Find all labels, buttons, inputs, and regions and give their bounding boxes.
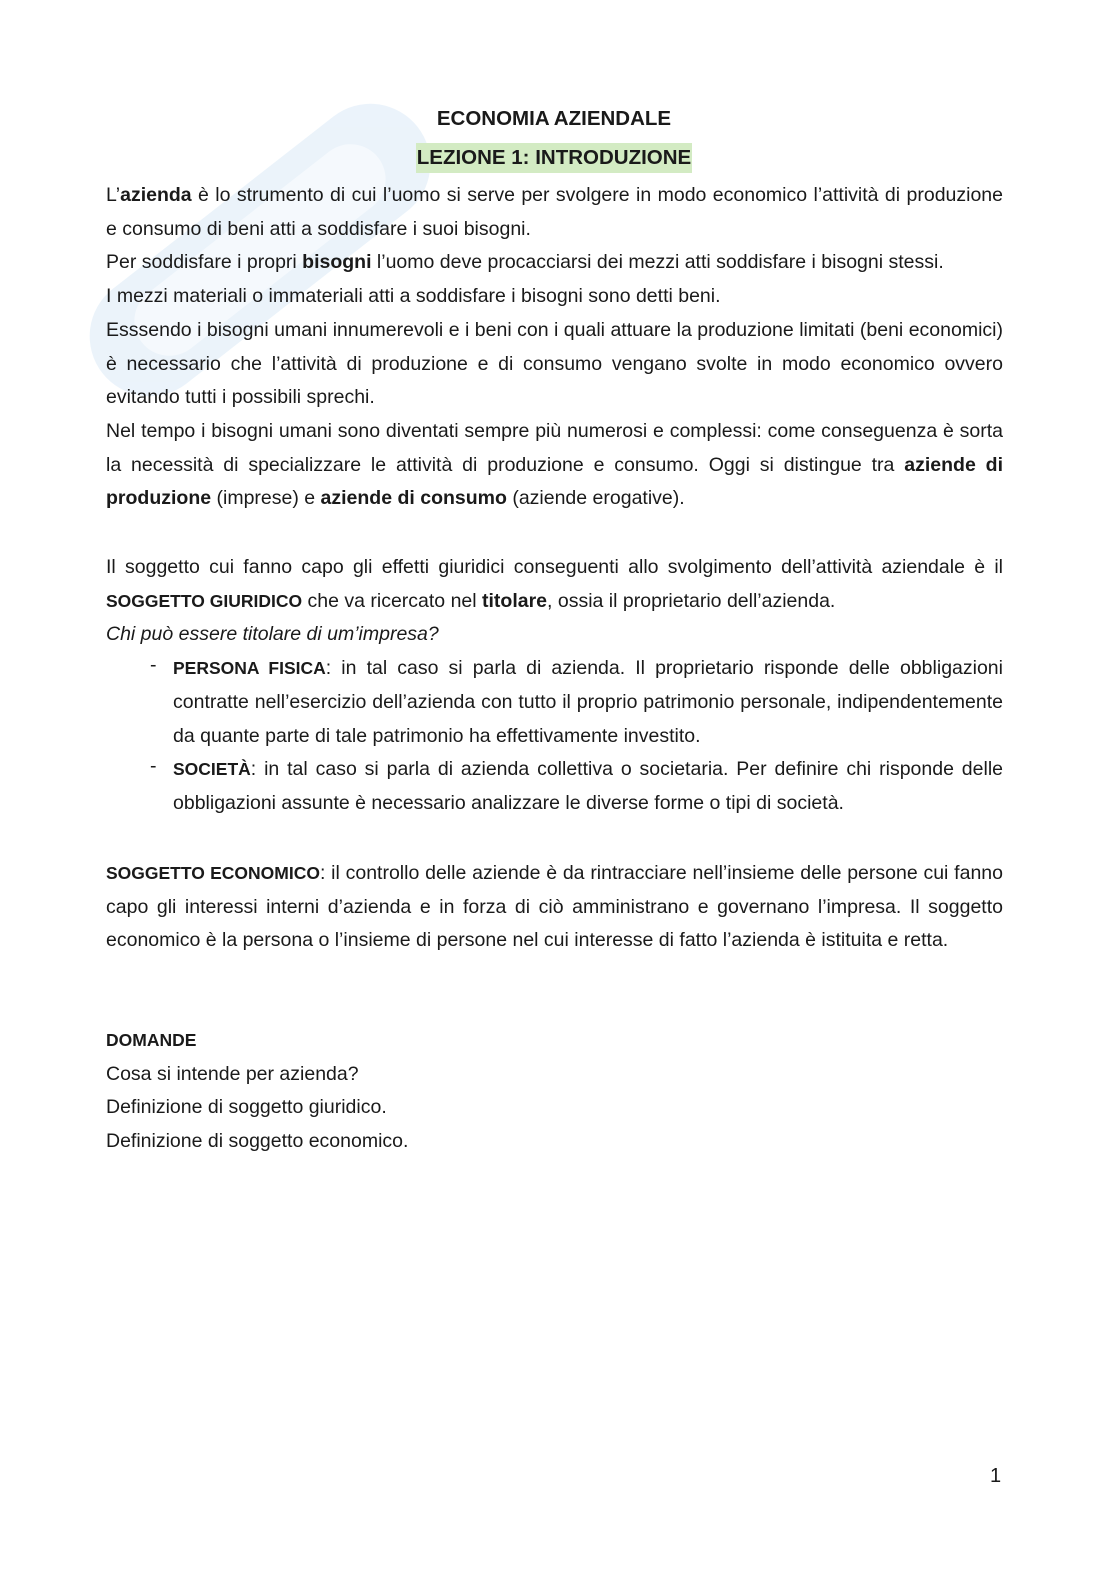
titolare-question: Chi può essere titolare di um’impresa? [106, 623, 439, 646]
intro-paragraph-1: L’azienda è lo strumento di cui l’uomo si serve per svolgere in modo economico l’attività di produzione e consumo di beni atti a soddisfare i suoi bisogni. [106, 184, 1003, 240]
intro-section [106, 179, 1003, 516]
giuridico-section [106, 551, 1003, 821]
bullet-dash: - [150, 755, 157, 778]
domanda-item: Definizione di soggetto giuridico. [106, 1096, 387, 1119]
intro-paragraph-4: Esssendo i bisogni umani innumerevoli e i beni con i quali attuare la produzione limitati (beni economici) è necessario che l’attività di produzione e di consumo vengano svolte in modo economico ovvero evitando tutti i possibili sprechi. [106, 318, 1003, 409]
term-aziende-produzione: aziende di produzione [106, 453, 1003, 510]
intro-paragraph-2: Per soddisfare i propri bisogni l’uomo deve procacciarsi dei mezzi atti soddisfare i bisogni stessi. [106, 251, 944, 274]
term-azienda: azienda [120, 184, 192, 206]
page-number: 1 [990, 1465, 1002, 1487]
lesson-title [0, 146, 1108, 170]
term-titolare: titolare [482, 589, 548, 612]
term-soggetto-giuridico: SOGGETTO GIURIDICO [106, 590, 303, 611]
giuridico-paragraph: Il soggetto cui fanno capo gli effetti giuridici conseguenti allo svolgimento dell’attività aziendale è il SOGGETTO GIURIDICO che va ricercato nel titolare, ossia il proprietario dell’azienda. [106, 556, 1003, 612]
term-bisogni: bisogni [302, 251, 372, 274]
bullet-dash: - [150, 654, 157, 677]
document-title: ECONOMIA AZIENDALE [436, 107, 672, 130]
term-societa: SOCIETÀ [173, 759, 251, 780]
intro-paragraph-3: I mezzi materiali o immateriali atti a soddisfare i bisogni sono detti beni. [106, 285, 721, 308]
term-soggetto-economico: SOGGETTO ECONOMICO [106, 863, 320, 883]
bullet-persona-fisica: - PERSONA FISICA: in tal caso si parla di azienda. Il proprietario risponde delle obbligazioni contratte nell’esercizio dell’azienda con tutto il proprio patrimonio personale, indipendentemente da quante parte di tale patrimonio ha effettivamente investito. [106, 652, 1003, 753]
economico-paragraph: SOGGETTO ECONOMICO: il controllo delle aziende è da rintracciare nell’insieme delle persone cui fanno capo gli interessi interni d’azienda e in forza di ciò amministrano e governano l’impresa. Il soggetto economico è la persona o l’insieme di persone nel cui interesse di fatto l’azienda è istituita e retta. [106, 862, 1003, 952]
domanda-item: Cosa si intende per azienda? [106, 1062, 359, 1085]
domande-section [106, 1024, 1003, 1159]
domande-heading: DOMANDE [106, 1030, 197, 1050]
intro-paragraph-5: Nel tempo i bisogni umani sono diventati sempre più numerosi e complessi: come conseguenza è sorta la necessità di specializzare le attività di produzione e consumo. Oggi si distingue tra aziende di produzione (imprese) e aziende di consumo (aziende erogative). [106, 419, 1003, 510]
term-persona-fisica: PERSONA FISICA [173, 658, 326, 679]
economico-section [106, 857, 1003, 958]
lesson-title-highlight: LEZIONE 1: INTRODUZIONE [416, 143, 692, 173]
domanda-item: Definizione di soggetto economico. [106, 1130, 409, 1153]
bullet-societa: - SOCIETÀ: in tal caso si parla di azienda collettiva o societaria. Per definire chi risponde delle obbligazioni assunte è necessario analizzare le diverse forme o tipi di società. [106, 753, 1003, 820]
term-aziende-consumo: aziende di consumo [320, 487, 507, 510]
